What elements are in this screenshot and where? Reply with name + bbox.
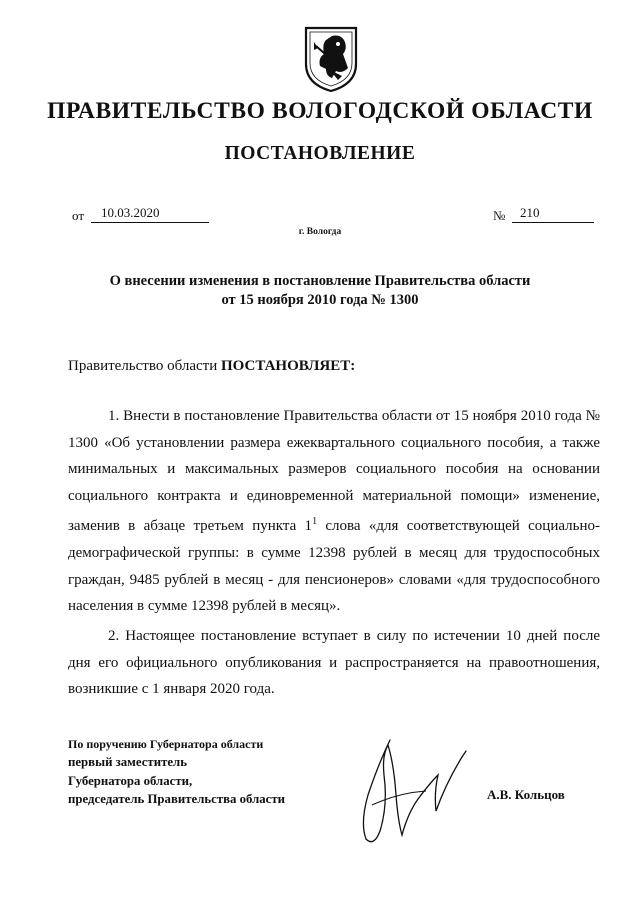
- paragraph-1-text-start: 1. Внести в постановление Правительства области от 15 ноября 2010 года № 1300 «Об установлении размера ежеквартального социального пособия, а также минимальных и максимальных размеров социального пособия на основании социального контракта и единовременной материальной помощи» изменение, заменив в абзаце третьем пункта 1: [68, 408, 600, 535]
- date-prefix: от: [72, 208, 85, 223]
- number-prefix: №: [493, 208, 506, 223]
- signatory-line-4: председатель Правительства области: [68, 792, 286, 807]
- document-date: 10.03.2020: [101, 205, 160, 220]
- subject-line-1: О внесении изменения в постановление Правительства области: [109, 273, 531, 289]
- signatory-line-3: Губернатора области,: [68, 773, 193, 788]
- preamble: [68, 358, 355, 375]
- document-type-title: ПОСТАНОВЛЕНИЕ: [224, 143, 416, 164]
- signatory-name: А.В. Кольцов: [487, 787, 565, 802]
- organization-title: ПРАВИТЕЛЬСТВО ВОЛОГОДСКОЙ ОБЛАСТИ: [47, 98, 593, 124]
- handwritten-signature: [338, 735, 488, 850]
- signatory-title: [68, 735, 285, 809]
- city-label: г. Вологда: [298, 227, 342, 237]
- coat-of-arms-emblem: [302, 24, 360, 94]
- number-line: [512, 205, 594, 223]
- subject-line-2: от 15 ноября 2010 года № 1300: [221, 292, 419, 308]
- signatory-line-2: первый заместитель: [68, 755, 187, 770]
- paragraph-2: 2. Настоящее постановление вступает в силу по истечении 10 дней после дня его официального опубликования и распространяется на правоотношения, возникшие с 1 января 2020 года.: [68, 628, 600, 698]
- document-subject: [60, 272, 580, 310]
- signatory-line-1: По поручению Губернатора области: [68, 737, 264, 751]
- paragraph-1-text-end: слова «для соответствующей социально-демографической группы: в сумме 12398 рублей в месяц для трудоспособных граждан, 9485 рублей в месяц - для пенсионеров» словами «для трудоспособного населения в сумме 12398 рублей в месяц».: [68, 518, 600, 615]
- preamble-decree-word: ПОСТАНОВЛЯЕТ:: [220, 358, 356, 374]
- date-line: [91, 205, 209, 223]
- paragraph-1-superscript: 1: [312, 516, 318, 528]
- document-number: 210: [520, 205, 540, 220]
- paragraph-1: [68, 403, 600, 620]
- preamble-text: Правительство области: [68, 358, 221, 374]
